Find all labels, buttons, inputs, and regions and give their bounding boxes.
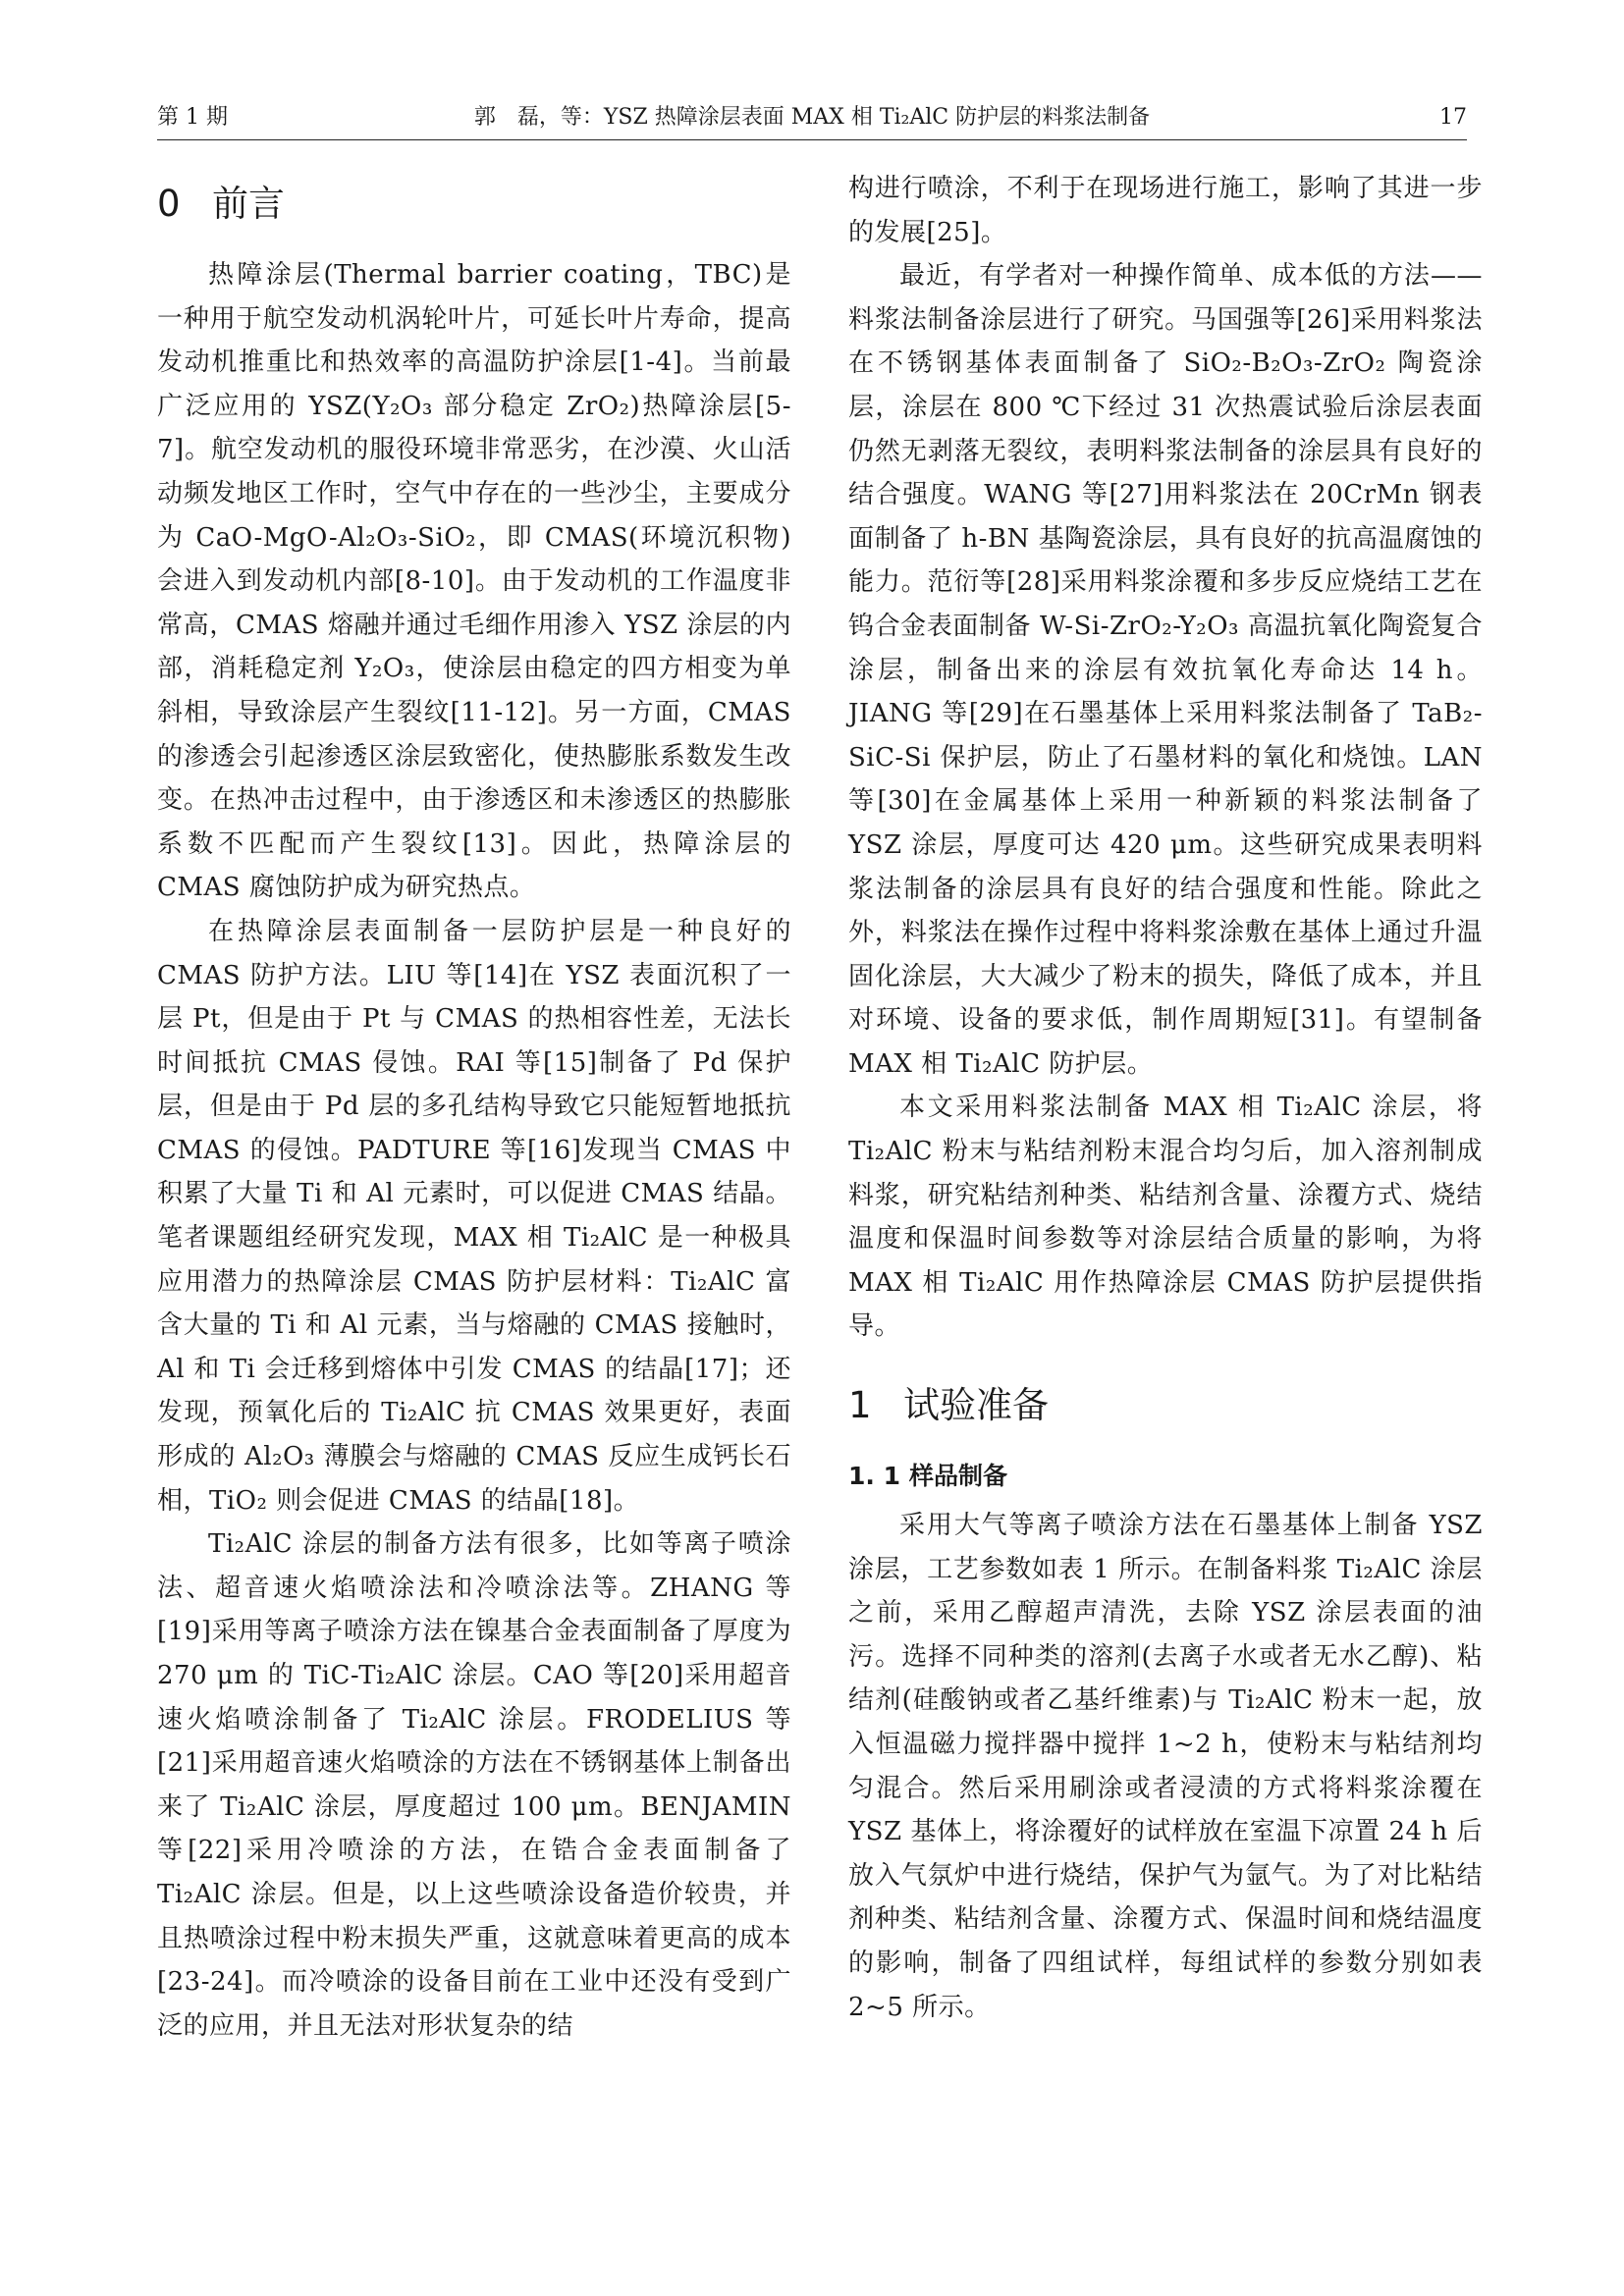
issue-label: 第 1 期 — [157, 105, 228, 130]
right-column — [848, 167, 1483, 2029]
paragraph-intro-5: 本文采用料浆法制备 MAX 相 Ti₂AlC 涂层，将 Ti₂AlC 粉末与粘结剂粉末混合均匀后，加入溶剂制成料浆，研究粘结剂种类、粘结剂含量、涂覆方式、烧结温度和保温时间参数等对涂层结合质量的影响，为将 MAX 相 Ti₂AlC 用作热障涂层 CMAS 防护层提供指导。 — [848, 1093, 1483, 1342]
section-heading-0 — [157, 175, 791, 234]
section-heading-1 — [848, 1376, 1483, 1435]
left-column — [157, 167, 791, 2048]
paragraph-intro-2: 在热障涂层表面制备一层防护层是一种良好的 CMAS 防护方法。LIU 等[14]在 YSZ 表面沉积了一层 Pt，但是由于 Pt 与 CMAS 的热相容性差，无法长时间抵抗 CMAS 侵蚀。RAI 等[15]制备了 Pd 保护层，但是由于 Pd 层的多孔结构导致它只能短暂地抵抗 CMAS 的侵蚀。PADTURE 等[16]发现当 CMAS 中积累了大量 Ti 和 Al 元素时，可以促进 CMAS 结晶。笔者课题组经研究发现，MAX 相 Ti₂AlC 是一种极具应用潜力的热障涂层 CMAS 防护层材料：Ti₂AlC 富含大量的 Ti 和 Al 元素，当与熔融的 CMAS 接触时，Al 和 Ti 会迁移到熔体中引发 CMAS 的结晶[17]；还发现，预氧化后的 Ti₂AlC 抗 CMAS 效果更好，表面形成的 Al₂O₃ 薄膜会与熔融的 CMAS 反应生成钙长石相，TiO₂ 则会促进 CMAS 的结晶[18]。 — [157, 916, 791, 1516]
running-title: 郭 磊，等：YSZ 热障涂层表面 MAX 相 Ti₂AlC 防护层的料浆法制备 — [473, 105, 1151, 130]
section-number: 0 — [157, 183, 181, 225]
subsection-heading-1-1 — [848, 1455, 1483, 1498]
running-header — [157, 96, 1467, 140]
paragraph-sample-prep: 采用大气等离子喷涂方法在石墨基体上制备 YSZ 涂层，工艺参数如表 1 所示。在制备料浆 Ti₂AlC 涂层之前，采用乙醇超声清洗，去除 YSZ 涂层表面的油污。选择不同种类的溶剂(去离子水或者无水乙醇)、粘结剂(硅酸钠或者乙基纤维素)与 Ti₂AlC 粉末一起，放入恒温磁力搅拌器中搅拌 1~2 h，使粉末与粘结剂均匀混合。然后采用刷涂或者浸渍的方式将料浆涂覆在 YSZ 基体上，将涂覆好的试样放在室温下凉置 24 h 后放入气氛炉中进行烧结，保护气为氩气。为了对比粘结剂种类、粘结剂含量、涂覆方式、保温时间和烧结温度的影响，制备了四组试样，每组试样的参数分别如表 2~5 所示。 — [848, 1511, 1483, 2022]
paragraph-intro-4: 最近，有学者对一种操作简单、成本低的方法——料浆法制备涂层进行了研究。马国强等[26]采用料浆法在不锈钢基体表面制备了 SiO₂-B₂O₃-ZrO₂ 陶瓷涂层，涂层在 800 ℃下经过 31 次热震试验后涂层表面仍然无剥落无裂纹，表明料浆法制备的涂层具有良好的结合强度。WANG 等[27]用料浆法在 20CrMn 钢表面制备了 h-BN 基陶瓷涂层，具有良好的抗高温腐蚀的能力。范衍等[28]采用料浆涂覆和多步反应烧结工艺在钨合金表面制备 W-Si-ZrO₂-Y₂O₃ 高温抗氧化陶瓷复合涂层，制备出来的涂层有效抗氧化寿命达 14 h。JIANG 等[29]在石墨基体上采用料浆法制备了 TaB₂-SiC-Si 保护层，防止了石墨材料的氧化和烧蚀。LAN 等[30]在金属基体上采用一种新颖的料浆法制备了 YSZ 涂层，厚度可达 420 μm。这些研究成果表明料浆法制备的涂层具有良好的结合强度和性能。除此之外，料浆法在操作过程中将料浆涂敷在基体上通过升温固化涂层，大大减少了粉末的损失，降低了成本，并且对环境、设备的要求低，制作周期短[31]。有望制备 MAX 相 Ti₂AlC 防护层。 — [848, 261, 1483, 1079]
paragraph-intro-3: Ti₂AlC 涂层的制备方法有很多，比如等离子喷涂法、超音速火焰喷涂法和冷喷涂法等。ZHANG 等[19]采用等离子喷涂方法在镍基合金表面制备了厚度为 270 μm 的 TiC-Ti₂AlC 涂层。CAO 等[20]采用超音速火焰喷涂制备了 Ti₂AlC 涂层。FRODELIUS 等[21]采用超音速火焰喷涂的方法在不锈钢基体上制备出来了 Ti₂AlC 涂层，厚度超过 100 μm。BENJAMIN 等[22]采用冷喷涂的方法，在锆合金表面制备了 Ti₂AlC 涂层。但是，以上这些喷涂设备造价较贵，并且热喷涂过程中粉末损失严重，这就意味着更高的成本[23-24]。而冷喷涂的设备目前在工业中还没有受到广泛的应用，并且无法对形状复杂的结 — [157, 1529, 791, 2041]
section-title: 试验准备 — [903, 1384, 1049, 1427]
section-number: 1 — [848, 1384, 872, 1427]
paragraph-intro-1: 热障涂层(Thermal barrier coating，TBC)是一种用于航空发动机涡轮叶片，可延长叶片寿命，提高发动机推重比和热效率的高温防护涂层[1-4]。当前最广泛应用的 YSZ(Y₂O₃ 部分稳定 ZrO₂)热障涂层[5-7]。航空发动机的服役环境非常恶劣，在沙漠、火山活动频发地区工作时，空气中存在的一些沙尘，主要成分为 CaO-MgO-Al₂O₃-SiO₂，即 CMAS(环境沉积物)会进入到发动机内部[8-10]。由于发动机的工作温度非常高，CMAS 熔融并通过毛细作用渗入 YSZ 涂层的内部，消耗稳定剂 Y₂O₃，使涂层由稳定的四方相变为单斜相，导致涂层产生裂纹[11-12]。另一方面，CMAS 的渗透会引起渗透区涂层致密化，使热膨胀系数发生改变。在热冲击过程中，由于渗透区和未渗透区的热膨胀系数不匹配而产生裂纹[13]。因此，热障涂层的 CMAS 腐蚀防护成为研究热点。 — [157, 260, 791, 903]
subsection-number: 1. 1 — [848, 1462, 900, 1491]
paragraph-intro-3-continued: 构进行喷涂，不利于在现场进行施工，影响了其进一步的发展[25]。 — [848, 174, 1483, 247]
subsection-title: 样品制备 — [909, 1462, 1008, 1491]
section-title: 前言 — [212, 183, 285, 225]
page-number: 17 — [1439, 105, 1467, 130]
